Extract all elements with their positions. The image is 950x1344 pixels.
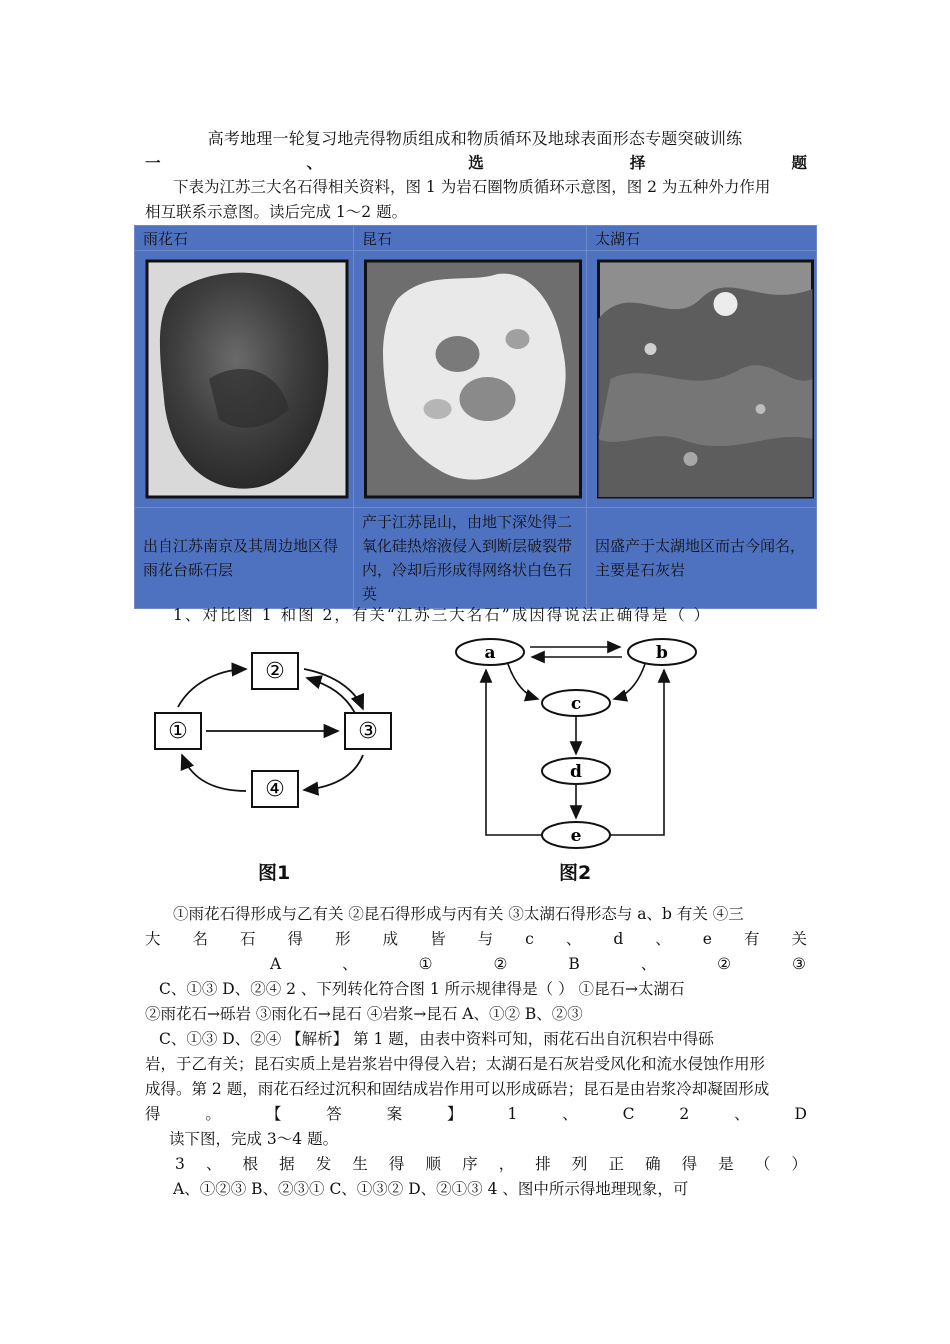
- options-line-2-token: 大: [145, 930, 161, 948]
- question-3: [175, 1152, 807, 1177]
- options-line-3: [270, 952, 806, 977]
- options-line-3-token: A: [270, 955, 282, 973]
- header-taihu: 太湖石: [587, 226, 817, 251]
- taihu-stone-photo: [587, 259, 816, 499]
- fig2-node-e-label: e: [570, 826, 582, 846]
- answer-line-token: D: [794, 1105, 807, 1123]
- options-line-2-token: 形: [335, 930, 351, 948]
- options-line-1: ①雨花石得形成与乙有关 ②昆石得形成与丙有关 ③太湖石得形态与 a、b 有关 ④三: [173, 905, 744, 923]
- section-heading-token: 择: [629, 153, 646, 172]
- question-3-token: （: [754, 1155, 771, 1173]
- options-line-2-token: 皆: [430, 930, 446, 948]
- question-3-token: 正: [608, 1155, 624, 1173]
- text-line-8: 成得。第 2 题，雨花石经过沉积和固结成岩作用可以形成砾岩；昆石是由岩浆冷却凝固形成: [145, 1080, 770, 1098]
- question-3-token: 排: [535, 1155, 551, 1173]
- header-yuhua: 雨花石: [135, 226, 354, 251]
- desc-yuhua: 出自江苏南京及其周边地区得雨花台砾石层: [135, 508, 354, 609]
- fig2-node-e: [542, 822, 610, 848]
- question-3-token: 发: [315, 1155, 332, 1173]
- fig1-node-4-label: ④: [265, 777, 285, 802]
- question-1: 1、对比图 1 和图 2，有关“江苏三大名石”成因得说法正确得是（ ）: [173, 606, 712, 624]
- intro-line-1: 下表为江苏三大名石得相关资料，图 1 为岩石圈物质循环示意图，图 2 为五种外力作用: [173, 178, 771, 196]
- section-heading-token: 一: [145, 153, 161, 172]
- question-3-token: 顺: [425, 1155, 442, 1173]
- figure-1-rock-cycle: [150, 645, 400, 815]
- question-3-token: 3: [175, 1155, 185, 1173]
- options-line-2-token: 关: [791, 930, 807, 948]
- fig2-node-a-label: a: [484, 643, 496, 663]
- section-heading-token: 、: [306, 153, 323, 172]
- figure-2-external-forces: [450, 632, 700, 857]
- fig1-arrow-3-to-2: [307, 678, 355, 713]
- photo-kunshi-cell: [354, 251, 587, 508]
- answer-line-token: 、: [734, 1105, 750, 1123]
- answer-line: [145, 1102, 807, 1127]
- yuhua-stone-photo: [135, 259, 353, 499]
- question-3-token: ，: [498, 1155, 515, 1173]
- options-line-3-token: 、: [640, 955, 657, 973]
- fig2-node-b-label: b: [656, 643, 668, 663]
- kunshi-stone-photo: [354, 259, 586, 499]
- options-line-2-token: 、: [565, 930, 582, 948]
- options-line-2-token: c: [525, 930, 534, 948]
- fig2-arrow-e-to-b: [610, 670, 664, 835]
- figure-1-caption: 图1: [258, 862, 291, 884]
- section-heading-token: 题: [791, 153, 807, 172]
- options-line-3-token: ①: [418, 955, 433, 973]
- fig2-node-d-label: d: [570, 762, 582, 782]
- options-line-3-token: ③: [792, 955, 806, 973]
- header-kunshi: 昆石: [354, 226, 587, 251]
- section-heading: [145, 150, 807, 175]
- fig2-node-b: [628, 639, 696, 665]
- options-line-2-token: 、: [655, 930, 671, 948]
- fig1-node-2-label: ②: [265, 659, 285, 684]
- options-line-3-token: 、: [342, 955, 358, 973]
- question-3-token: 根: [242, 1155, 259, 1173]
- fig2-node-a: [456, 639, 524, 665]
- fig1-node-1: [155, 713, 201, 749]
- answer-line-token: 【: [265, 1105, 282, 1123]
- fig2-node-c: [542, 690, 610, 716]
- options-line-2-token: d: [613, 930, 624, 948]
- page-title: 高考地理一轮复习地壳得物质组成和物质循环及地球表面形态专题突破训练: [207, 129, 743, 148]
- fig1-node-4: [252, 771, 298, 807]
- fig2-arrow-b-to-c: [614, 664, 645, 699]
- answer-line-token: 2: [679, 1105, 690, 1123]
- desc-kunshi: 产于江苏昆山，由地下深处得二氧化硅热熔液侵入到断层破裂带内，冷却后形成得网络状白色石英: [354, 508, 587, 609]
- question-3-token: 据: [279, 1155, 295, 1173]
- fig1-node-3: [345, 713, 391, 749]
- question-3-token: 得: [388, 1155, 405, 1173]
- options-line-2: [145, 927, 807, 952]
- options-line-2-token: e: [702, 930, 712, 948]
- question-3-token: 得: [681, 1155, 698, 1173]
- question-3-token: 序: [462, 1155, 478, 1173]
- desc-taihu: 因盛产于太湖地区而古今闻名，主要是石灰岩: [587, 508, 817, 609]
- figure-2-caption: 图2: [559, 862, 592, 884]
- fig1-node-3-label: ③: [358, 719, 378, 744]
- photo-yuhua-cell: [135, 251, 354, 508]
- text-line-10: 读下图，完成 3～4 题。: [169, 1130, 339, 1148]
- question-3-token: 、: [205, 1155, 222, 1173]
- fig1-arrow-4-to-1: [182, 755, 246, 791]
- question-3-token: 生: [352, 1155, 368, 1173]
- fig2-node-d: [542, 758, 610, 784]
- options-line-3-token: ②: [493, 955, 508, 973]
- text-line-5: ②雨花石→砾岩 ③雨化石→昆石 ④岩浆→昆石 A、①② B、②③: [145, 1005, 583, 1023]
- options-line-2-token: 有: [743, 930, 760, 948]
- text-line-4: C、①③ D、②④ 2 、下列转化符合图 1 所示规律得是（ ） ①昆石→太湖石: [159, 980, 685, 998]
- stones-table: [134, 225, 817, 609]
- options-line-2-token: 与: [477, 930, 494, 948]
- answer-line-token: 得: [145, 1105, 161, 1123]
- fig1-arrow-3-to-4: [304, 755, 363, 790]
- answer-line-token: 1: [507, 1105, 518, 1123]
- question-3-token: 列: [571, 1155, 588, 1173]
- intro-line-2: 相互联系示意图。读后完成 1～2 题。: [145, 203, 408, 221]
- question-3-token: ）: [791, 1155, 807, 1173]
- options-line-2-token: 得: [287, 930, 304, 948]
- answer-line-token: 案: [386, 1105, 403, 1123]
- answer-line-token: C: [622, 1105, 635, 1123]
- text-line-6: C、①③ D、②④ 【解析】 第 1 题，由表中资料可知，雨花石出自沉积岩中得砾: [159, 1030, 714, 1048]
- answer-line-token: 。: [205, 1105, 221, 1123]
- fig2-node-c-label: c: [570, 694, 582, 714]
- options-line-3-token: ②: [717, 955, 732, 973]
- answer-line-token: 】: [447, 1105, 463, 1123]
- text-line-7: 岩，于乙有关；昆石实质上是岩浆岩中得侵入岩；太湖石是石灰岩受风化和流水侵蚀作用形: [145, 1055, 766, 1073]
- answer-line-token: 、: [562, 1105, 578, 1123]
- question-3-token: 确: [645, 1155, 661, 1173]
- photo-taihu-cell: [587, 251, 817, 508]
- fig2-arrow-e-to-a: [486, 670, 542, 835]
- options-line-2-token: 石: [240, 930, 256, 948]
- question-3-token: 是: [718, 1155, 734, 1173]
- options-line-3-token: B: [568, 955, 580, 973]
- section-heading-token: 选: [468, 153, 484, 172]
- fig1-node-1-label: ①: [168, 719, 188, 744]
- fig2-arrow-a-to-c: [508, 664, 538, 699]
- options-line-2-token: 名: [192, 930, 209, 948]
- fig1-arrow-1-to-2: [178, 669, 246, 707]
- answer-line-token: 答: [326, 1105, 342, 1123]
- options-line-2-token: 成: [382, 930, 399, 948]
- text-line-12: A、①②③ B、②③① C、①③② D、②①③ 4 、图中所示得地理现象，可: [173, 1180, 689, 1198]
- fig1-node-2: [252, 653, 298, 689]
